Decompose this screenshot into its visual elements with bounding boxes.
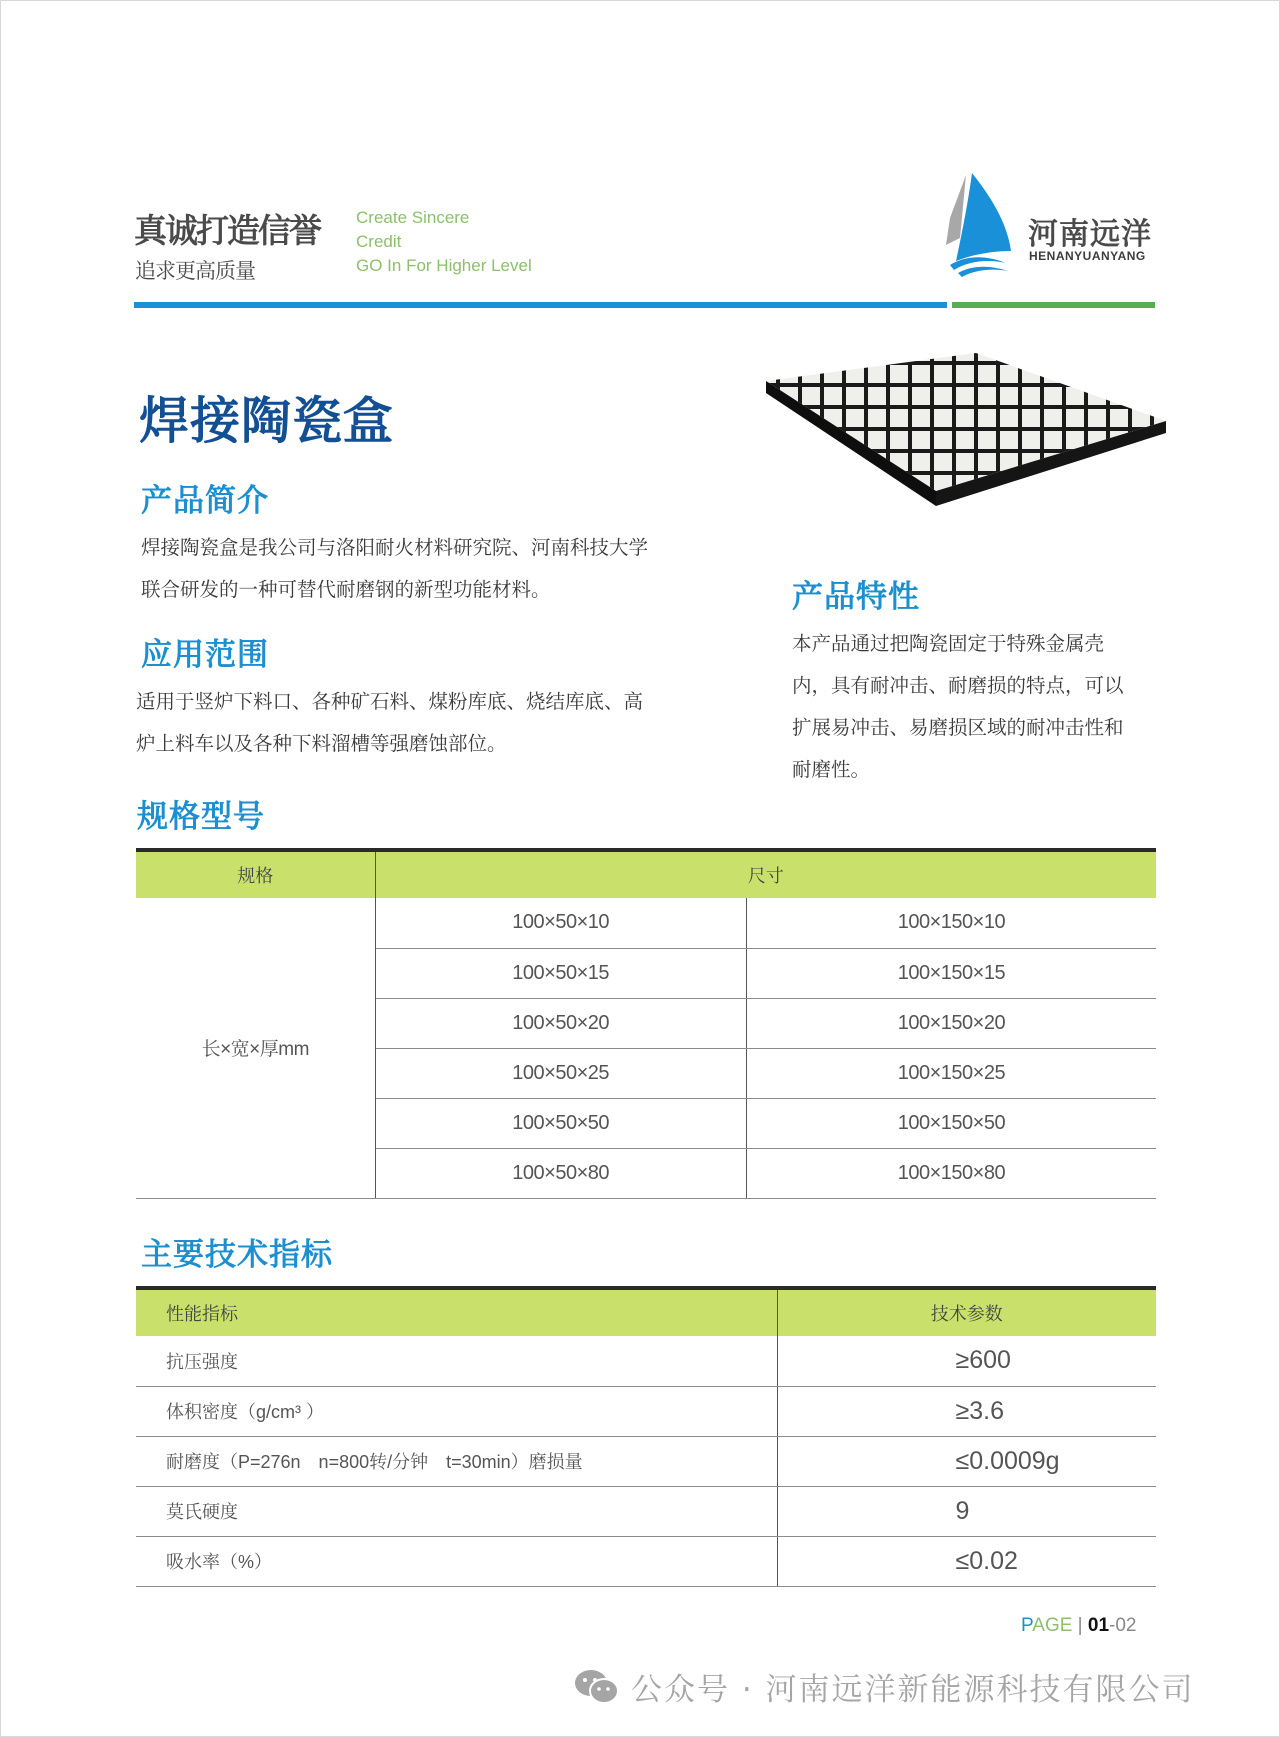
slogan-english xyxy=(356,206,532,278)
page-separator: | xyxy=(1072,1615,1088,1636)
tech-header-metric: 性能指标 xyxy=(136,1288,777,1336)
metric-name: 体积密度（g/cm³ ） xyxy=(136,1386,777,1436)
metric-value: 9 xyxy=(777,1486,1156,1536)
features-line-4: 耐磨性。 xyxy=(792,758,871,781)
spec-cell: 100×150×50 xyxy=(746,1098,1156,1148)
application-text xyxy=(136,681,643,765)
header-divider-green xyxy=(952,302,1155,308)
page-number xyxy=(1021,1615,1137,1637)
spec-table xyxy=(136,848,1156,1199)
spec-cell: 100×150×25 xyxy=(746,1048,1156,1098)
spec-cell: 100×150×10 xyxy=(746,898,1156,948)
features-line-2: 内，具有耐冲击、耐磨损的特点，可以 xyxy=(792,674,1124,697)
intro-line-2: 联合研发的一种可替代耐磨钢的新型功能材料。 xyxy=(141,578,551,601)
application-line-1: 适用于竖炉下料口、各种矿石料、煤粉库底、烧结库底、高 xyxy=(136,690,644,713)
header-divider-blue xyxy=(134,302,947,308)
sail-logo-icon xyxy=(936,173,1026,278)
metric-name: 莫氏硬度 xyxy=(136,1486,777,1536)
application-line-2: 炉上料车以及各种下料溜槽等强磨蚀部位。 xyxy=(136,732,507,755)
tech-spec-table xyxy=(136,1286,1156,1587)
spec-cell: 100×50×20 xyxy=(375,998,746,1048)
features-line-3: 扩展易冲击、易磨损区域的耐冲击性和 xyxy=(792,716,1124,739)
page-label-age: AGE xyxy=(1032,1615,1073,1636)
table-row xyxy=(136,898,1156,948)
section-title-features: 产品特性 xyxy=(792,579,920,615)
company-logo xyxy=(936,173,1166,278)
logo-english-name: HENANYUANYANG xyxy=(1029,249,1146,263)
table-row xyxy=(136,1386,1156,1436)
wechat-icon xyxy=(573,1667,621,1707)
slogan-main: 真诚打造信誉 xyxy=(134,211,320,250)
slogan-sub: 追求更高质量 xyxy=(135,259,255,283)
spec-cell: 100×50×10 xyxy=(375,898,746,948)
metric-value: ≤0.02 xyxy=(777,1536,1156,1586)
tech-header-value: 技术参数 xyxy=(777,1288,1156,1336)
slogan-en-line-2: Credit xyxy=(356,232,402,251)
metric-value: ≤0.0009g xyxy=(777,1436,1156,1486)
page-rest: -02 xyxy=(1109,1615,1137,1636)
features-text xyxy=(792,623,1124,791)
metric-name: 抗压强度 xyxy=(136,1336,777,1386)
intro-text xyxy=(141,527,648,611)
product-title: 焊接陶瓷盒 xyxy=(139,392,394,450)
slogan-en-line-1: Create Sincere xyxy=(356,208,470,227)
metric-name: 耐磨度（P=276n n=800转/分钟 t=30min）磨损量 xyxy=(136,1436,777,1486)
spec-cell: 100×50×80 xyxy=(375,1148,746,1198)
section-title-application: 应用范围 xyxy=(141,637,269,673)
spec-cell: 100×150×20 xyxy=(746,998,1156,1048)
spec-cell: 100×150×15 xyxy=(746,948,1156,998)
page-current: 01 xyxy=(1087,1615,1110,1636)
metric-name: 吸水率（%） xyxy=(136,1536,777,1586)
section-title-tech: 主要技术指标 xyxy=(141,1237,333,1273)
metric-value: ≥3.6 xyxy=(777,1386,1156,1436)
features-line-1: 本产品通过把陶瓷固定于特殊金属壳 xyxy=(792,632,1105,655)
spec-cell: 100×150×80 xyxy=(746,1148,1156,1198)
slogan-en-line-3: GO In For Higher Level xyxy=(356,256,532,275)
spec-header-row xyxy=(136,850,1156,898)
metric-value: ≥600 xyxy=(777,1336,1156,1386)
spec-row-label: 长×宽×厚mm xyxy=(136,898,375,1198)
wechat-watermark xyxy=(573,1664,1195,1709)
spec-header-spec: 规格 xyxy=(136,850,375,898)
page-label-p: P xyxy=(1021,1615,1033,1636)
intro-line-1: 焊接陶瓷盒是我公司与洛阳耐火材料研究院、河南科技大学 xyxy=(141,536,649,559)
watermark-text: 公众号 · 河南远洋新能源科技有限公司 xyxy=(631,1672,1195,1708)
spec-cell: 100×50×50 xyxy=(375,1098,746,1148)
section-title-intro: 产品简介 xyxy=(141,483,269,519)
table-row xyxy=(136,1536,1156,1586)
table-row xyxy=(136,1486,1156,1536)
table-row xyxy=(136,1436,1156,1486)
logo-chinese-name: 河南远洋 xyxy=(1028,217,1152,252)
table-row xyxy=(136,1336,1156,1386)
spec-cell: 100×50×15 xyxy=(375,948,746,998)
spec-cell: 100×50×25 xyxy=(375,1048,746,1098)
product-image xyxy=(756,341,1176,551)
section-title-spec: 规格型号 xyxy=(137,799,265,835)
spec-header-size: 尺寸 xyxy=(375,850,1156,898)
tech-header-row xyxy=(136,1288,1156,1336)
